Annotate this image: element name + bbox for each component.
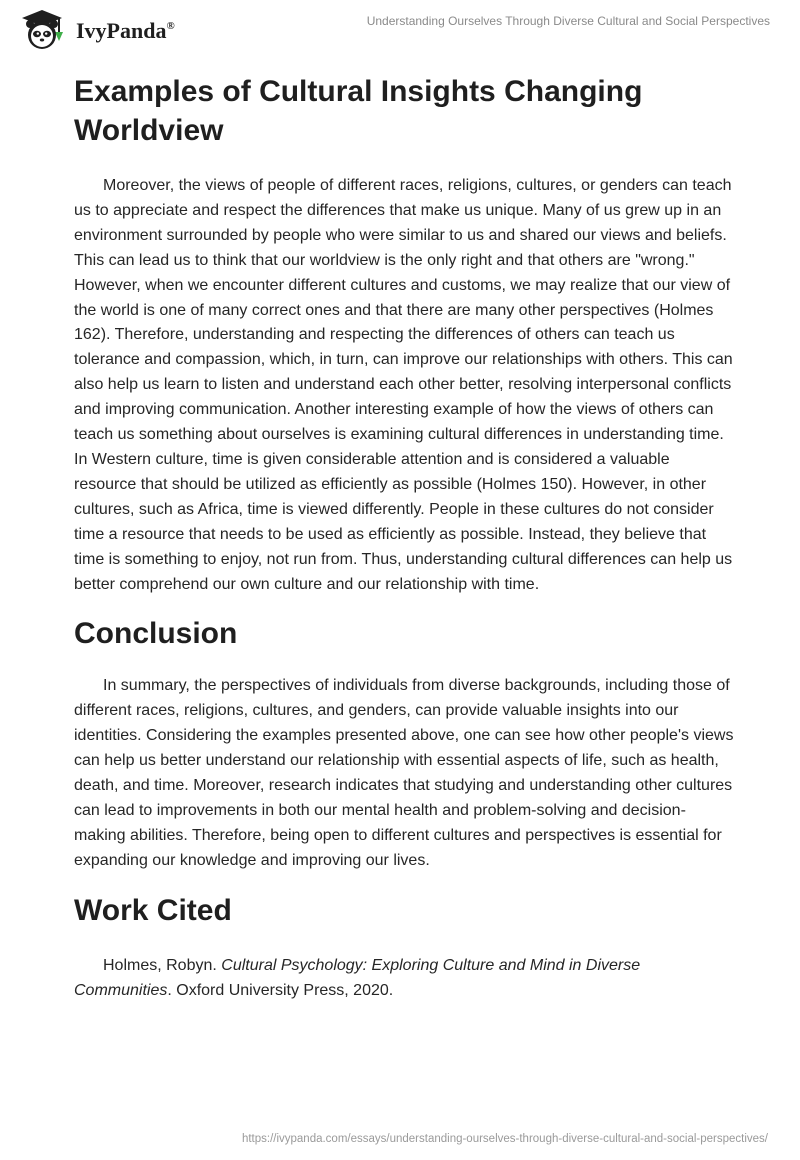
section-heading-conclusion: Conclusion [74, 617, 238, 651]
citation-publisher: . Oxford University Press, 2020. [167, 981, 394, 999]
section-heading-work-cited: Work Cited [74, 893, 232, 927]
source-url[interactable]: https://ivypanda.com/essays/understanding-ourselves-through-diverse-cultural-and-social-perspectives/ [241, 1133, 768, 1145]
running-title: Understanding Ourselves Through Diverse Cultural and Social Perspectives [366, 14, 770, 28]
panda-graduate-icon [14, 8, 70, 52]
ivypanda-logo[interactable] [14, 8, 194, 52]
citation-author: Holmes, Robyn. [103, 956, 222, 974]
section-body-cultural-insights: Moreover, the views of people of different races, religions, cultures, or genders can teach us to appreciate and respect the differences that make us unique. Many of us grew up in an environment surrounded by people who were similar to us and shared our views and beliefs. This can lead us to think that our worldview is the only right and that others are "wrong." However, when we encounter different cultures and customs, we may realize that our view of the world is one of many correct ones and that there are many other perspectives (Holmes 162). Therefore, understanding and respecting the differences of others can teach us tolerance and compassion, which, in turn, can improve our relationships with others. This can also help us learn to listen and understand each other better, resolving interpersonal conflicts and improving communication. Another interesting example of how the views of others can teach us something about ourselves is examining cultural differences in understanding time. In Western culture, time is given considerable attention and is considered a valuable resource that should be utilized as efficiently as possible (Holmes 150). However, in other cultures, such as Africa, time is viewed differently. People in these cultures do not consider time a resource that needs to be used as efficiently as possible. Instead, they believe that time is something to enjoy, not run from. Thus, understanding cultural differences can help us better comprehend our own culture and our relationship with time. [74, 177, 733, 593]
section-heading-cultural-insights: Examples of Cultural Insights Changing Worldview [74, 75, 643, 147]
section-body-conclusion: In summary, the perspectives of individuals from diverse backgrounds, including those of different races, religions, cultures, and genders, can provide valuable insights into our identities. Considering the examples presented above, one can see how other people's views can help us better understand our relationship with essential aspects of life, such as health, death, and time. Moreover, research indicates that studying and understanding other cultures can lead to improvements in both our mental health and problem-solving and decision-making abilities. Therefore, being open to different cultures and perspectives is essential for expanding our knowledge and improving our lives. [74, 677, 734, 869]
citation-title: Cultural Psychology: Exploring Culture and Mind in Diverse Communities [74, 956, 641, 999]
essay-content [74, 72, 734, 1003]
citation-entry [74, 954, 734, 1004]
page-header [0, 0, 800, 60]
brand-name: IvyPanda® [76, 18, 175, 43]
